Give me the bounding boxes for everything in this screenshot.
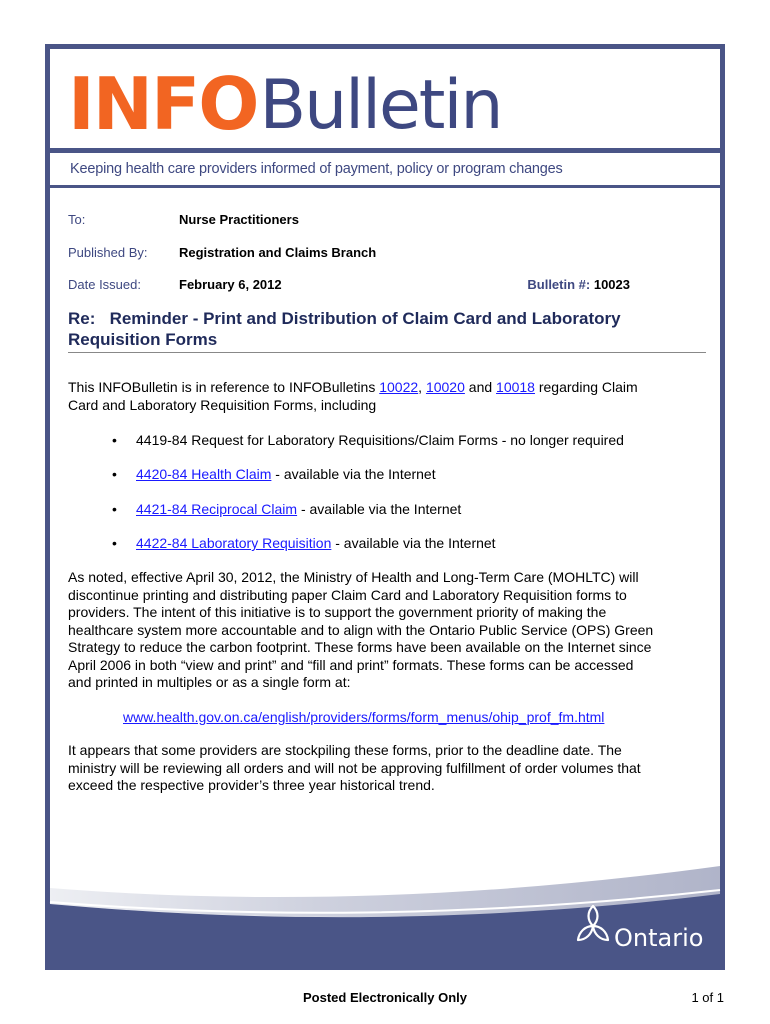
link-4422-84[interactable]: 4422-84 Laboratory Requisition: [136, 535, 332, 551]
logo-info-text: INFO: [68, 62, 258, 146]
bullet-dot: •: [112, 432, 117, 448]
posted-electronically-note: Posted Electronically Only: [303, 990, 467, 1005]
logo-bulletin-text: Bulletin: [259, 66, 502, 145]
paragraph-line: It appears that some providers are stockpiling these forms, prior to the deadline date. The: [68, 742, 622, 758]
date-issued-label: Date Issued:: [68, 277, 141, 292]
title-line-2: Requisition Forms: [68, 330, 218, 349]
bullet-dot: •: [112, 466, 117, 482]
bulletin-number-value: 10023: [593, 277, 630, 292]
paragraph-line: exceed the respective provider’s three year historical trend.: [68, 777, 435, 793]
link-bulletin-10022[interactable]: 10022: [379, 379, 419, 395]
published-by-label: Published By:: [68, 245, 148, 260]
list-item-suffix: - available via the Internet: [271, 466, 436, 482]
header-rule-bottom: [50, 185, 720, 188]
bullet-dot: •: [112, 535, 117, 551]
list-item-text: [136, 501, 461, 517]
forms-url-link[interactable]: www.health.gov.on.ca/english/providers/forms/form_menus/ohip_prof_fm.html: [123, 709, 605, 725]
bullet-dot: •: [112, 501, 117, 517]
paragraph-line: and printed in multiples or as a single form at:: [68, 674, 351, 690]
title-text-1: Reminder - Print and Distribution of Claim Card and Laboratory: [109, 309, 621, 328]
published-by-value: Registration and Claims Branch: [179, 245, 377, 260]
intro-paragraph: [68, 379, 708, 414]
paragraph-stockpiling: [68, 742, 708, 795]
title-divider: [68, 352, 706, 353]
paragraph-line: healthcare system more accountable and to align with the Ontario Public Service (OPS) Green: [68, 621, 654, 638]
paragraph-line: discontinue printing and distributing paper Claim Card and Laboratory Requisition forms to: [68, 586, 627, 603]
list-item-suffix: - available via the Internet: [297, 501, 462, 517]
list-item-suffix: - available via the Internet: [331, 535, 496, 551]
intro-line-2: Card and Laboratory Requisition Forms, including: [68, 396, 377, 413]
paragraph-line: April 2006 in both “view and print” and “fill and print” formats. These forms can be accessed: [68, 656, 634, 673]
list-item-text: 4419-84 Request for Laboratory Requisitions/Claim Forms - no longer required: [136, 432, 624, 448]
paragraph-line: providers. The intent of this initiative is to support the government priority of making the: [68, 604, 607, 620]
header-rule-top: [50, 148, 720, 153]
intro-sep-2: and: [464, 379, 497, 395]
paragraph-line: ministry will be reviewing all orders and will not be approving fulfillment of order volumes that: [68, 759, 641, 776]
bulletin-number-label: Bulletin #:: [527, 277, 591, 292]
paragraph-line: As noted, effective April 30, 2012, the Ministry of Health and Long-Term Care (MOHLTC) will: [68, 569, 639, 585]
intro-text-b: regarding Claim: [534, 379, 638, 395]
to-value: Nurse Practitioners: [179, 212, 299, 227]
bulletin-title: [68, 308, 678, 350]
title-line-1: [68, 308, 678, 329]
link-4421-84[interactable]: 4421-84 Reciprocal Claim: [136, 501, 298, 517]
date-issued-value: February 6, 2012: [179, 277, 282, 292]
ontario-wordmark: Ontario: [614, 924, 704, 952]
list-item-text: [136, 535, 496, 551]
link-4420-84[interactable]: 4420-84 Health Claim: [136, 466, 272, 482]
link-bulletin-10018[interactable]: 10018: [496, 379, 535, 395]
paragraph-line: Strategy to reduce the carbon footprint. These forms have been available on the Internet since: [68, 639, 652, 655]
page-number: 1 of 1: [691, 990, 724, 1005]
intro-sep-1: ,: [418, 379, 426, 395]
list-item-text: [136, 466, 436, 482]
title-re: Re:: [68, 309, 96, 328]
to-label: To:: [68, 212, 86, 227]
tagline: Keeping health care providers informed of payment, policy or program changes: [70, 161, 563, 177]
paragraph-discontinue: [68, 569, 708, 692]
bulletin-number: [527, 277, 630, 292]
infobulletin-logo: [68, 62, 502, 146]
intro-line-1: [68, 379, 708, 397]
intro-text-a: This INFOBulletin is in reference to INFOBulletins: [68, 379, 380, 395]
link-bulletin-10020[interactable]: 10020: [425, 379, 465, 395]
